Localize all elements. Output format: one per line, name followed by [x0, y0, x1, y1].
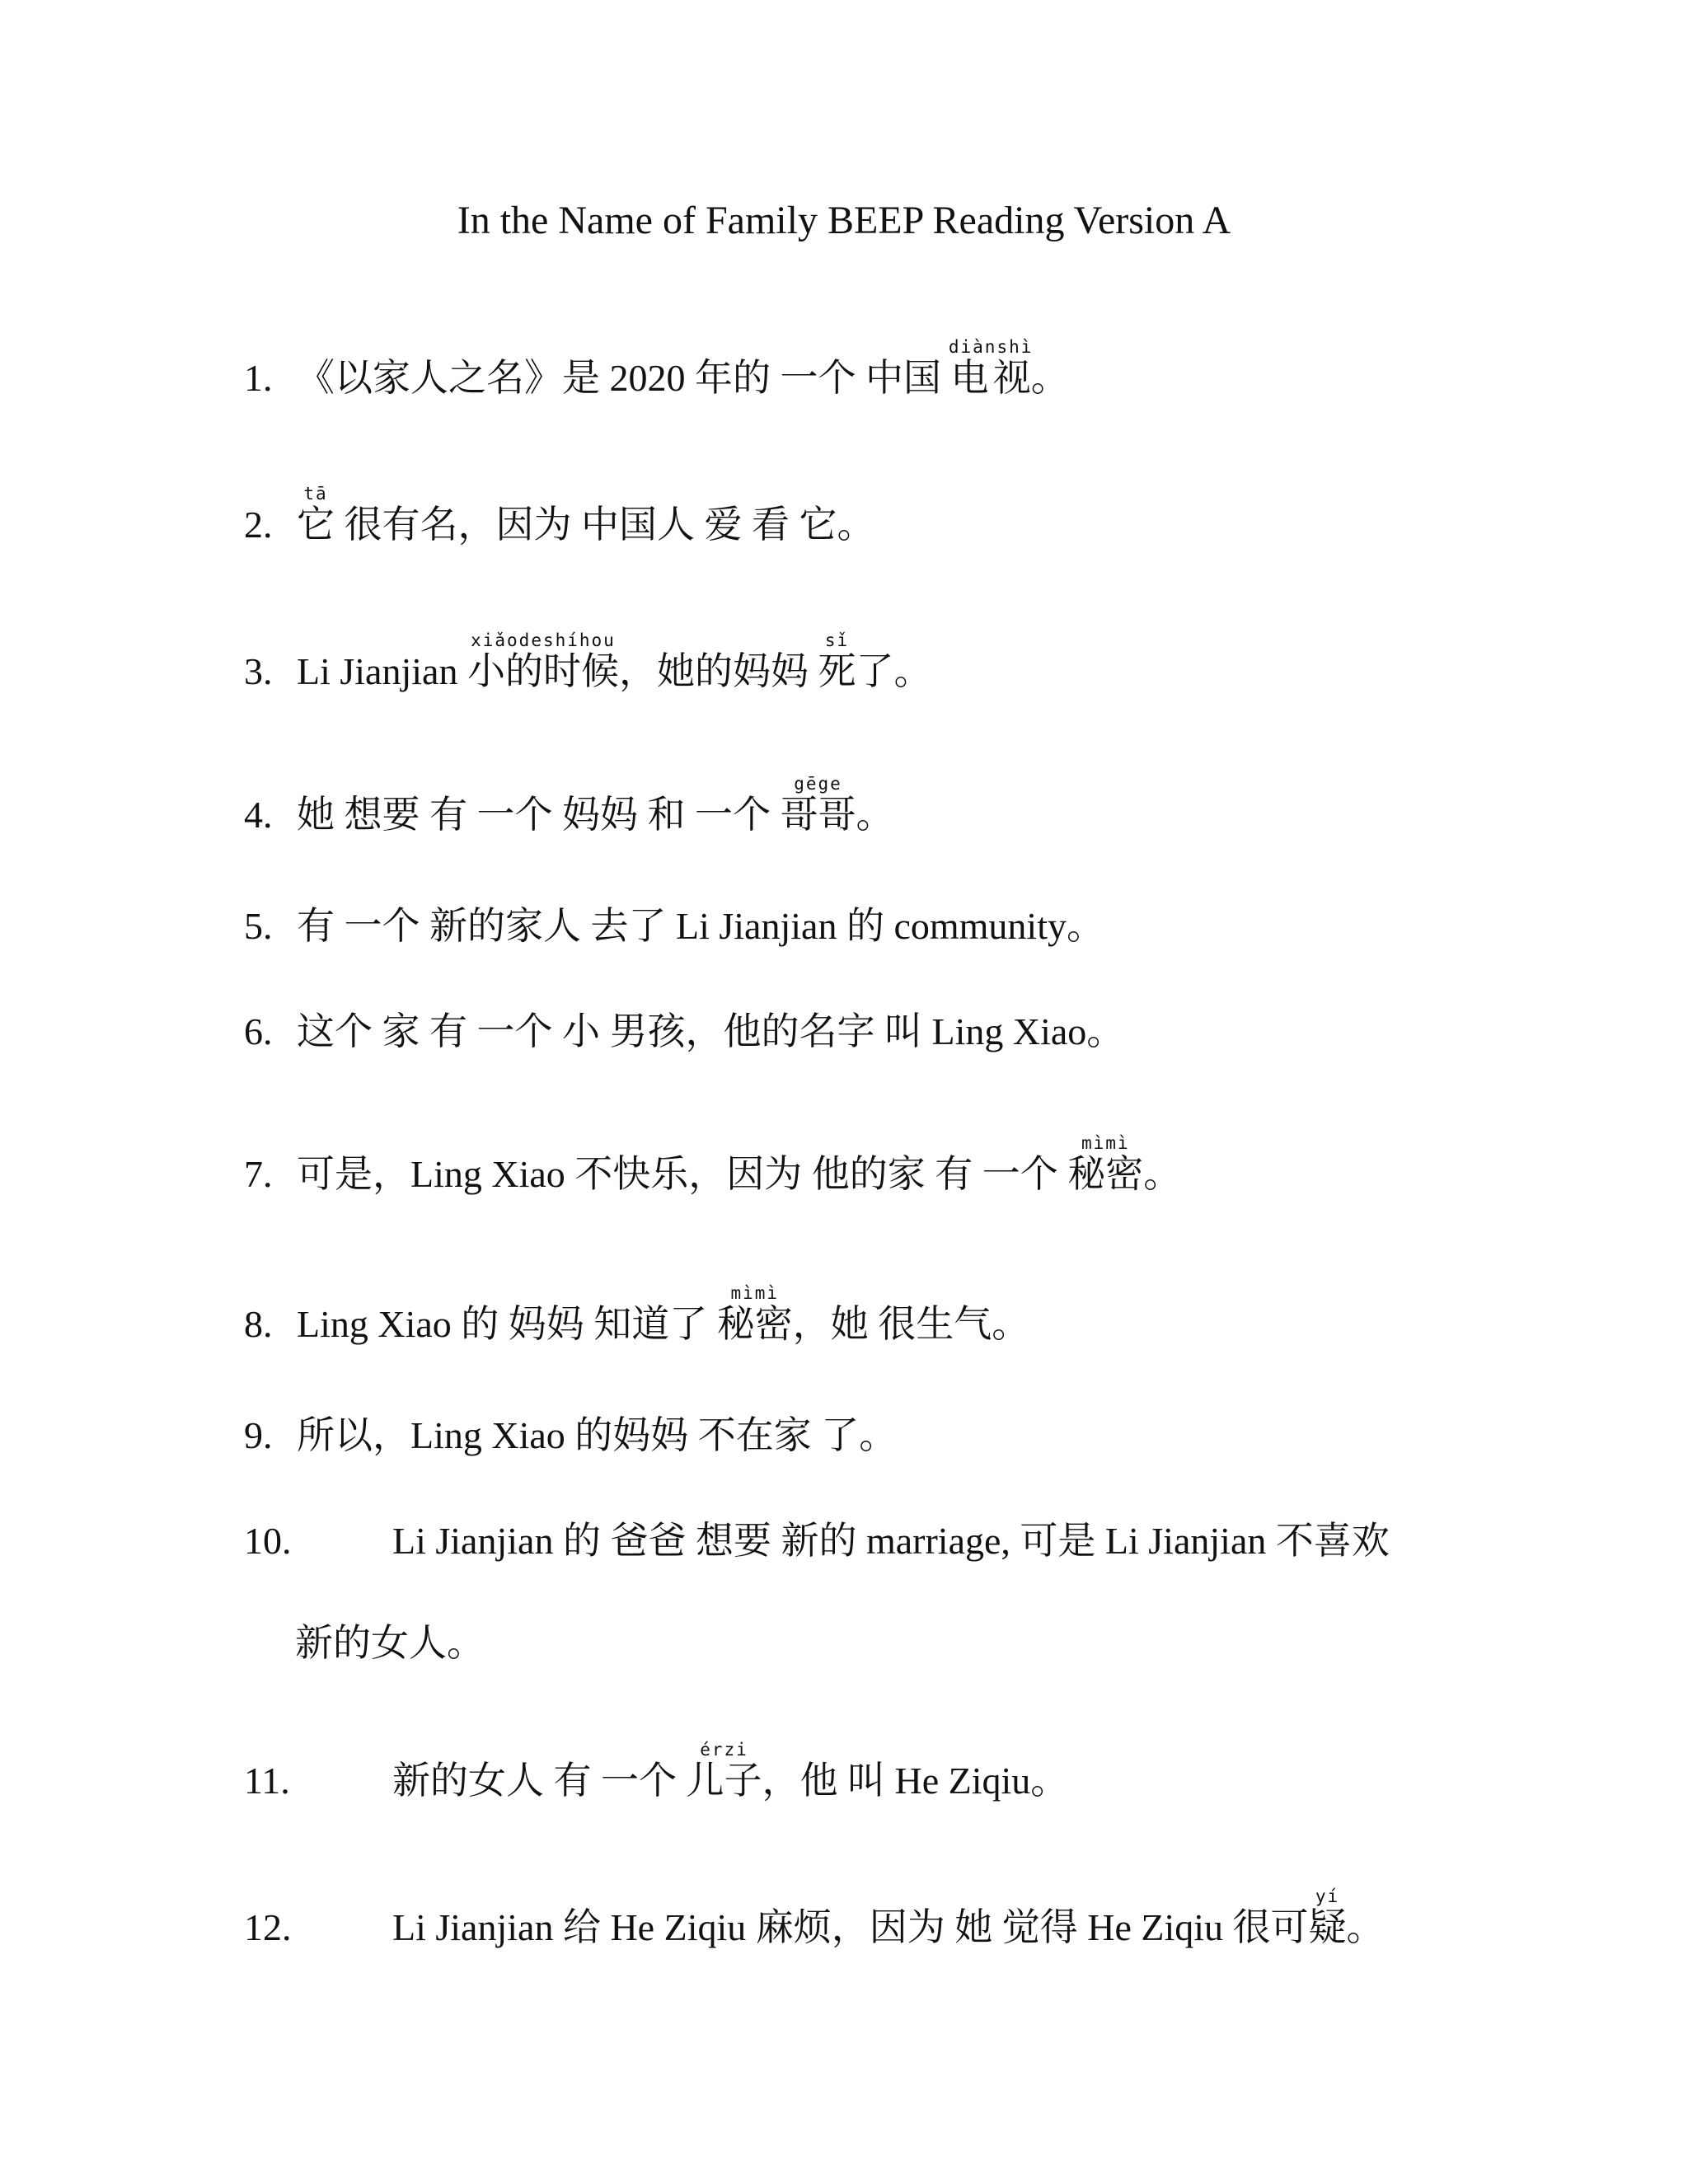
sentence-text: 很有名，因为 中国人 爱 看 它。 — [335, 504, 875, 546]
sentence-4 — [244, 776, 894, 840]
sentence-text: 。 — [856, 794, 894, 836]
annotated-word: 疑 — [1308, 1906, 1347, 1948]
sentence-number: 4. — [244, 794, 273, 836]
pinyin: mìmì — [1067, 1133, 1144, 1153]
sentence-text: 这个 家 有 一个 小 男孩，他的名字 叫 Ling Xiao。 — [297, 1010, 1125, 1052]
sentence-text: Ling Xiao 的 妈妈 知道了 — [297, 1303, 717, 1345]
sentence-9 — [244, 1411, 897, 1460]
pinyin-annotated-word — [716, 1283, 793, 1345]
pinyin: tā — [297, 484, 335, 504]
pinyin: xiǎodeshíhou — [467, 630, 619, 650]
sentence-1 — [244, 337, 1069, 403]
sentence-number: 5. — [244, 905, 273, 947]
sentence-8 — [244, 1283, 1030, 1349]
sentence-text: Li Jianjian — [297, 650, 467, 692]
sentence-12 — [244, 1886, 1385, 1952]
sentence-text: 可是，Ling Xiao 不快乐，因为 他的家 有 一个 — [297, 1153, 1068, 1195]
sentence-2 — [244, 486, 875, 550]
sentence-number: 6. — [244, 1010, 273, 1052]
document-title: In the Name of Family BEEP Reading Version A — [457, 199, 1231, 242]
annotated-word: 小的时候 — [467, 650, 619, 692]
sentence-number: 10. — [244, 1520, 292, 1562]
pinyin-annotated-word — [948, 337, 1034, 399]
sentence-10 — [244, 1516, 1390, 1566]
pinyin-annotated-word — [1308, 1886, 1347, 1948]
annotated-word: 儿子 — [686, 1760, 762, 1802]
sentence-text: 。 — [1030, 357, 1069, 399]
sentence-text: Li Jianjian 给 He Ziqiu 麻烦，因为 她 觉得 He Ziqiu 很可 — [392, 1906, 1309, 1948]
annotated-word: 秘密 — [1067, 1153, 1144, 1195]
sentence-text: ，她的妈妈 — [618, 650, 818, 692]
pinyin-annotated-word — [467, 630, 619, 692]
sentence-number: 1. — [244, 357, 273, 399]
sentence-text: ，她 很生气。 — [792, 1303, 1030, 1345]
pinyin: diànshì — [948, 337, 1034, 357]
sentence-6 — [244, 1007, 1124, 1057]
sentence-7 — [244, 1133, 1182, 1199]
sentence-text: 了。 — [856, 650, 932, 692]
sentence-text: 。 — [1143, 1153, 1182, 1195]
sentence-text: 新的女人 有 一个 — [392, 1760, 687, 1802]
pinyin: érzi — [686, 1740, 762, 1760]
pinyin: yí — [1308, 1886, 1347, 1906]
sentence-5 — [244, 902, 1104, 951]
pinyin-annotated-word — [1067, 1133, 1144, 1195]
sentence-number: 3. — [244, 650, 273, 692]
sentence-number: 2. — [244, 504, 273, 546]
annotated-word: 死 — [818, 650, 856, 692]
sentence-text: 她 想要 有 一个 妈妈 和 一个 — [297, 794, 781, 836]
sentence-text: 《以家人之名》是 2020 年的 一个 中国 — [297, 357, 951, 399]
sentence-text: 新的女人。 — [295, 1622, 485, 1664]
pinyin-annotated-word — [686, 1740, 762, 1802]
pinyin: mìmì — [716, 1283, 793, 1303]
pinyin: sǐ — [818, 630, 856, 650]
sentence-11 — [244, 1742, 1068, 1806]
pinyin-annotated-word — [818, 630, 856, 692]
pinyin: gēge — [780, 774, 856, 794]
annotated-word: 哥哥 — [780, 794, 856, 836]
annotated-word: 电视 — [948, 357, 1034, 399]
sentence-number: 12. — [244, 1906, 292, 1948]
pinyin-annotated-word — [297, 484, 335, 546]
sentence-number: 9. — [244, 1414, 273, 1456]
sentence-3 — [244, 630, 932, 696]
annotated-word: 秘密 — [716, 1303, 793, 1345]
sentence-number: 8. — [244, 1303, 273, 1345]
sentence-text: 。 — [1346, 1906, 1385, 1948]
sentence-text: 有 一个 新的家人 去了 Li Jianjian 的 community。 — [297, 905, 1104, 947]
pinyin-annotated-word — [780, 774, 856, 836]
sentence-text: ，他 叫 He Ziqiu。 — [762, 1760, 1069, 1802]
sentence-10-continuation — [295, 1619, 485, 1668]
sentence-number: 11. — [244, 1760, 290, 1802]
annotated-word: 它 — [297, 504, 335, 546]
sentence-text: Li Jianjian 的 爸爸 想要 新的 marriage, 可是 Li Jianjian 不喜欢 — [392, 1520, 1390, 1562]
sentence-text: 所以，Ling Xiao 的妈妈 不在家 了。 — [297, 1414, 898, 1456]
sentence-number: 7. — [244, 1153, 273, 1195]
